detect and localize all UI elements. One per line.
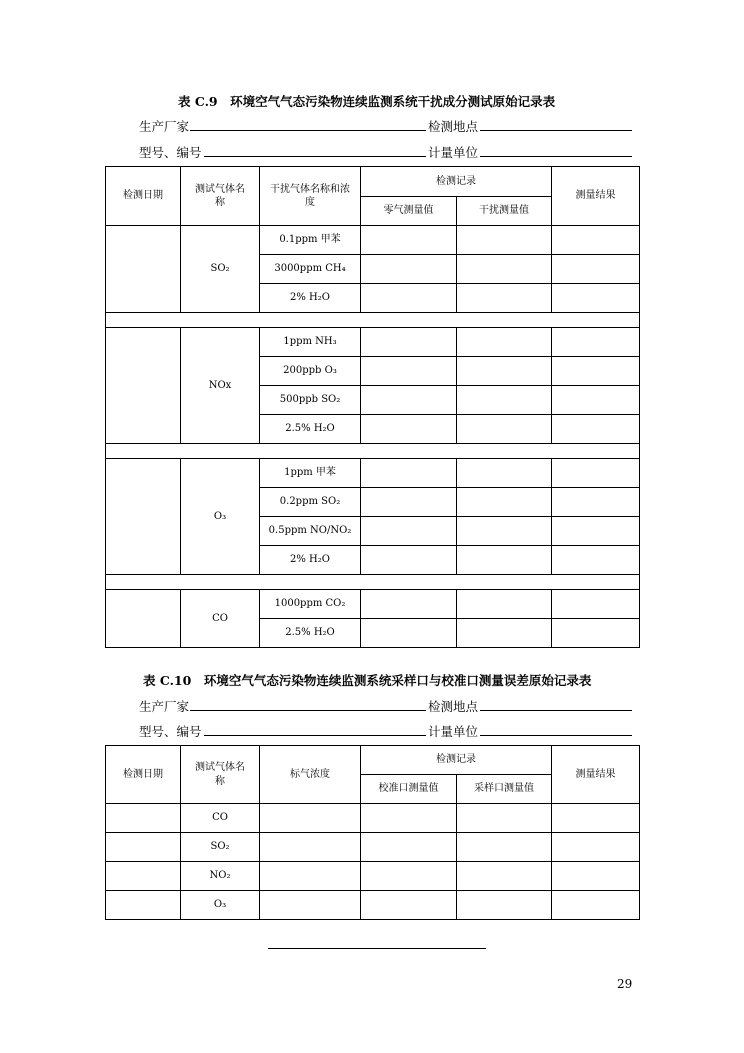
c10-calib-cell[interactable] xyxy=(361,862,457,891)
c10-calib-cell[interactable] xyxy=(361,804,457,833)
c9-interf-cell[interactable] xyxy=(457,357,552,386)
c10-header-gas: 测试气体名称 xyxy=(181,746,260,804)
c9-interferent: 0.2ppm SO₂ xyxy=(260,488,361,517)
c9-zero-cell[interactable] xyxy=(361,546,457,575)
page-number: 29 xyxy=(617,977,633,991)
c10-std-conc-cell[interactable] xyxy=(260,891,361,920)
c9-header-zero: 零气测量值 xyxy=(361,197,457,226)
c9-interf-cell[interactable] xyxy=(457,619,552,648)
c9-zero-cell[interactable] xyxy=(361,226,457,255)
c10-header-date: 检测日期 xyxy=(106,746,181,804)
c10-date-cell[interactable] xyxy=(106,862,181,891)
c9-separator-row xyxy=(106,444,640,459)
c9-site-line[interactable] xyxy=(480,130,632,131)
c10-calib-cell[interactable] xyxy=(361,833,457,862)
c10-unit-line[interactable] xyxy=(480,735,632,736)
c9-zero-cell[interactable] xyxy=(361,459,457,488)
c10-model-line[interactable] xyxy=(204,735,426,736)
c9-interf-cell[interactable] xyxy=(457,488,552,517)
c10-result-cell[interactable] xyxy=(552,804,640,833)
c10-site-label: 检测地点 xyxy=(428,699,479,714)
c10-std-conc-cell[interactable] xyxy=(260,804,361,833)
end-rule xyxy=(268,948,486,949)
c10-site-line[interactable] xyxy=(480,710,632,711)
c9-interferent: 2.5% H₂O xyxy=(260,619,361,648)
c10-result-cell[interactable] xyxy=(552,891,640,920)
c9-separator-row xyxy=(106,313,640,328)
c10-gas-cell: CO xyxy=(181,804,260,833)
c10-header-sample: 采样口测量值 xyxy=(457,775,552,804)
c9-interferent: 1ppm 甲苯 xyxy=(260,459,361,488)
c9-result-cell[interactable] xyxy=(552,255,640,284)
c9-interferent: 1ppm NH₃ xyxy=(260,328,361,357)
c9-interferent: 1000ppm CO₂ xyxy=(260,590,361,619)
c9-interf-cell[interactable] xyxy=(457,415,552,444)
c9-zero-cell[interactable] xyxy=(361,386,457,415)
c10-sample-cell[interactable] xyxy=(457,833,552,862)
c9-interf-cell[interactable] xyxy=(457,328,552,357)
c9-result-cell[interactable] xyxy=(552,619,640,648)
c9-site-label: 检测地点 xyxy=(428,119,479,134)
c9-header-interferent: 干扰气体名称和浓度 xyxy=(260,167,361,226)
c9-interf-cell[interactable] xyxy=(457,590,552,619)
c9-zero-cell[interactable] xyxy=(361,357,457,386)
c9-interf-cell[interactable] xyxy=(457,459,552,488)
c10-date-cell[interactable] xyxy=(106,891,181,920)
c9-interferent: 2% H₂O xyxy=(260,284,361,313)
c10-std-conc-cell[interactable] xyxy=(260,833,361,862)
c9-result-cell[interactable] xyxy=(552,328,640,357)
c9-zero-cell[interactable] xyxy=(361,328,457,357)
c10-sample-cell[interactable] xyxy=(457,862,552,891)
c9-header-date: 检测日期 xyxy=(106,167,181,226)
table-c9 xyxy=(105,166,640,648)
c10-manufacturer-label: 生产厂家 xyxy=(139,699,190,714)
c9-header-record: 检测记录 xyxy=(361,167,552,197)
c9-result-cell[interactable] xyxy=(552,357,640,386)
c10-header-std-conc: 标气浓度 xyxy=(260,746,361,804)
c9-gas-o3: O₃ xyxy=(181,459,260,575)
c9-interf-cell[interactable] xyxy=(457,284,552,313)
c9-interferent: 500ppb SO₂ xyxy=(260,386,361,415)
c10-gas-cell: SO₂ xyxy=(181,833,260,862)
c10-result-cell[interactable] xyxy=(552,833,640,862)
c9-interferent: 0.5ppm NO/NO₂ xyxy=(260,517,361,546)
c9-interf-cell[interactable] xyxy=(457,386,552,415)
c9-interf-cell[interactable] xyxy=(457,255,552,284)
c9-date-cell[interactable] xyxy=(106,328,181,444)
c9-interf-cell[interactable] xyxy=(457,546,552,575)
c9-header-gas: 测试气体名称 xyxy=(181,167,260,226)
c9-result-cell[interactable] xyxy=(552,284,640,313)
c9-date-cell[interactable] xyxy=(106,226,181,313)
c9-zero-cell[interactable] xyxy=(361,590,457,619)
c9-model-label: 型号、编号 xyxy=(139,145,202,160)
c9-interferent: 200ppb O₃ xyxy=(260,357,361,386)
c9-result-cell[interactable] xyxy=(552,459,640,488)
c9-manufacturer-line[interactable] xyxy=(190,130,426,131)
c9-zero-cell[interactable] xyxy=(361,619,457,648)
c10-header-result: 测量结果 xyxy=(552,746,640,804)
c9-gas-so2: SO₂ xyxy=(181,226,260,313)
c10-gas-cell: O₃ xyxy=(181,891,260,920)
c9-zero-cell[interactable] xyxy=(361,284,457,313)
c9-date-cell[interactable] xyxy=(106,459,181,575)
c9-zero-cell[interactable] xyxy=(361,415,457,444)
c9-date-cell[interactable] xyxy=(106,590,181,648)
c9-manufacturer-label: 生产厂家 xyxy=(139,119,190,134)
c9-interf-cell[interactable] xyxy=(457,517,552,546)
c9-result-cell[interactable] xyxy=(552,517,640,546)
c9-model-line[interactable] xyxy=(204,156,426,157)
c9-separator-row xyxy=(106,575,640,590)
c10-date-cell[interactable] xyxy=(106,833,181,862)
c9-interf-cell[interactable] xyxy=(457,226,552,255)
c9-header-result: 测量结果 xyxy=(552,167,640,226)
c9-zero-cell[interactable] xyxy=(361,255,457,284)
c9-result-cell[interactable] xyxy=(552,415,640,444)
c10-calib-cell[interactable] xyxy=(361,891,457,920)
c10-header-record: 检测记录 xyxy=(361,746,552,775)
c10-std-conc-cell[interactable] xyxy=(260,862,361,891)
c9-result-cell[interactable] xyxy=(552,226,640,255)
c10-header-calib: 校准口测量值 xyxy=(361,775,457,804)
table-c10 xyxy=(105,745,640,920)
c9-gas-nox: NOx xyxy=(181,328,260,444)
c9-unit-line[interactable] xyxy=(480,156,632,157)
c10-model-label: 型号、编号 xyxy=(139,724,202,739)
c10-gas-cell: NO₂ xyxy=(181,862,260,891)
c9-header-interf-value: 干扰测量值 xyxy=(457,197,552,226)
c9-zero-cell[interactable] xyxy=(361,517,457,546)
c10-date-cell[interactable] xyxy=(106,804,181,833)
c9-interferent: 2.5% H₂O xyxy=(260,415,361,444)
c10-manufacturer-line[interactable] xyxy=(190,710,426,711)
c9-interferent: 0.1ppm 甲苯 xyxy=(260,226,361,255)
c10-sample-cell[interactable] xyxy=(457,891,552,920)
c9-result-cell[interactable] xyxy=(552,488,640,517)
c10-result-cell[interactable] xyxy=(552,862,640,891)
c10-unit-label: 计量单位 xyxy=(428,724,479,739)
c9-interferent: 2% H₂O xyxy=(260,546,361,575)
c9-result-cell[interactable] xyxy=(552,590,640,619)
c9-unit-label: 计量单位 xyxy=(428,145,479,160)
c9-gas-co: CO xyxy=(181,590,260,648)
c10-sample-cell[interactable] xyxy=(457,804,552,833)
c9-zero-cell[interactable] xyxy=(361,488,457,517)
c9-interferent: 3000ppm CH₄ xyxy=(260,255,361,284)
table-c9-title: 表 C.9 环境空气气态污染物连续监测系统干扰成分测试原始记录表 xyxy=(178,94,556,109)
c9-result-cell[interactable] xyxy=(552,386,640,415)
c9-result-cell[interactable] xyxy=(552,546,640,575)
table-c10-title: 表 C.10 环境空气气态污染物连续监测系统采样口与校准口测量误差原始记录表 xyxy=(143,673,592,688)
